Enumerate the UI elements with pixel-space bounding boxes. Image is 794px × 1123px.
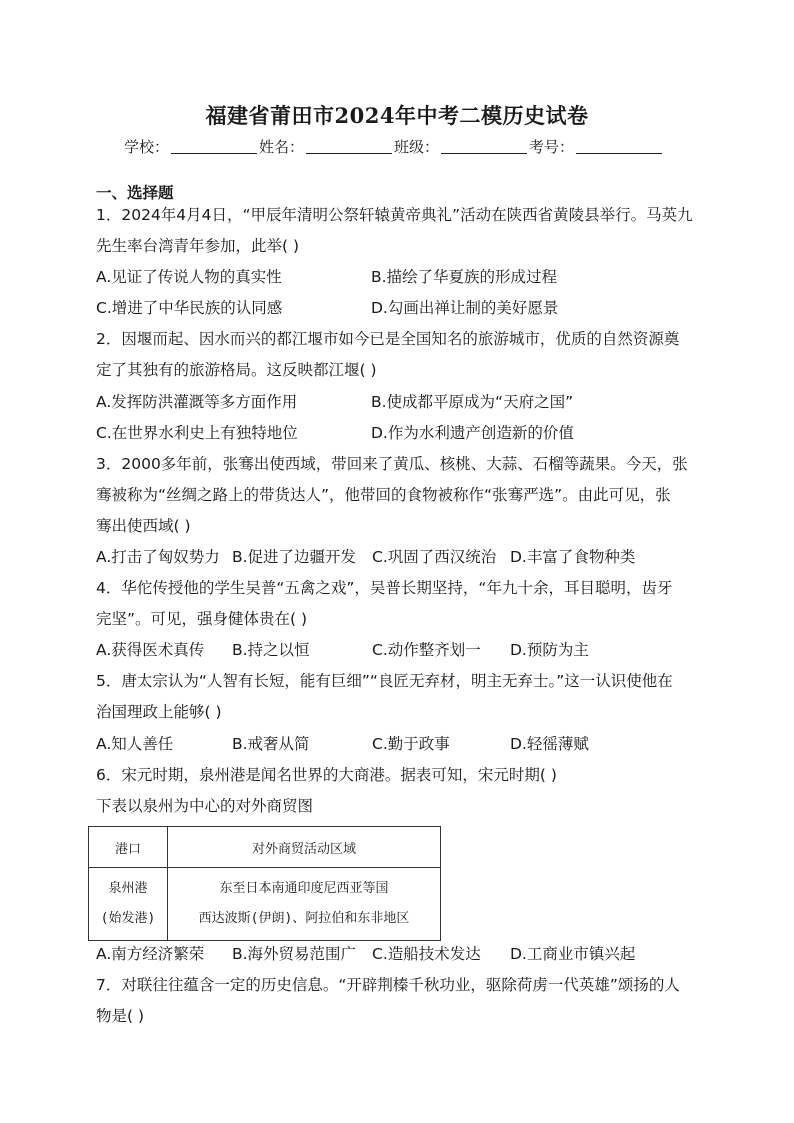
question-6-option-c[interactable]: C.造船技术发达	[372, 945, 481, 963]
question-5-option-a[interactable]: A.知人善任	[96, 735, 174, 753]
question-3-line-3: 骞出使西域( )	[96, 517, 191, 535]
question-6-table-caption: 下表以泉州为中心的对外商贸图	[96, 797, 314, 815]
question-3-line-1: 3．2000多年前，张骞出使西域，带回来了黄瓜、核桃、大蒜、石榴等蔬果。今天，张	[96, 455, 688, 473]
question-4-line-1: 4．华佗传授他的学生吴普“五禽之戏”，吴普长期坚持，“年九十余，耳目聪明，齿牙	[96, 579, 673, 597]
student-info-row	[124, 136, 664, 157]
region-west: 西达波斯(伊朗)、阿拉伯和东非地区	[198, 911, 410, 926]
question-5-option-c[interactable]: C.勤于政事	[372, 735, 450, 753]
question-3-option-a[interactable]: A.打击了匈奴势力	[96, 548, 220, 566]
question-2-option-c[interactable]: C.在世界水利史上有独特地位	[96, 424, 298, 442]
question-4-line-2: 完坚”。可见，强身健体贵在( )	[96, 610, 308, 628]
question-4-option-d[interactable]: D.预防为主	[510, 641, 589, 659]
question-3-line-2: 骞被称为“丝绸之路上的带货达人”，他带回的食物被称作“张骞严选”。由此可见，张	[96, 486, 671, 504]
name-blank[interactable]	[306, 152, 392, 154]
question-7-line-1: 7．对联往往蕴含一定的历史信息。“开辟荆榛千秋功业，驱除荷虏一代英雄”颂扬的人	[96, 976, 680, 994]
question-2-line-1: 2．因堰而起、因水而兴的都江堰市如今已是全国知名的旅游城市，优质的自然资源奠	[96, 330, 680, 348]
name-label: 姓名：	[259, 138, 305, 156]
question-2-option-b[interactable]: B.使成都平原成为“天府之国”	[371, 393, 574, 411]
question-3-option-b[interactable]: B.促进了边疆开发	[232, 548, 357, 566]
question-2-line-2: 定了其独有的旅游格局。这反映都江堰( )	[96, 361, 377, 379]
trade-table-region-cell	[168, 868, 441, 941]
question-3-option-d[interactable]: D.丰富了食物种类	[510, 548, 636, 566]
port-note: (始发港)	[100, 911, 156, 926]
question-1-option-d[interactable]: D.勾画出禅让制的美好愿景	[371, 299, 559, 317]
trade-table	[88, 826, 441, 941]
question-4-option-b[interactable]: B.持之以恒	[232, 641, 310, 659]
question-6-line-1: 6．宋元时期，泉州港是闻名世界的大商港。据表可知，宋元时期( )	[96, 766, 557, 784]
exam-number-label: 考号：	[529, 138, 575, 156]
region-east: 东至日本南通印度尼西亚等国	[219, 881, 389, 896]
question-6-option-d[interactable]: D.工商业市镇兴起	[510, 945, 636, 963]
trade-table-port-cell	[89, 868, 168, 941]
question-5-line-1: 5．唐太宗认为“人智有长短，能有巨细”“良匠无弃材，明主无弃士。”这一认识使他在	[96, 672, 673, 690]
port-name: 泉州港	[108, 881, 148, 896]
question-3-option-c[interactable]: C.巩固了西汉统治	[372, 548, 497, 566]
class-label: 班级：	[394, 138, 440, 156]
trade-table-row	[89, 868, 441, 941]
question-5-option-d[interactable]: D.轻徭薄赋	[510, 735, 589, 753]
class-blank[interactable]	[441, 152, 527, 154]
question-4-option-a[interactable]: A.获得医术真传	[96, 641, 205, 659]
question-1-option-b[interactable]: B.描绘了华夏族的形成过程	[371, 268, 558, 286]
question-6-option-b[interactable]: B.海外贸易范围广	[232, 945, 357, 963]
question-1-option-c[interactable]: C.增进了中华民族的认同感	[96, 299, 283, 317]
section-title: 一、选择题	[96, 184, 174, 202]
question-1-line-1: 1．2024年4月4日，“甲辰年清明公祭轩辕黄帝典礼”活动在陕西省黄陵县举行。马英九	[96, 206, 693, 224]
school-blank[interactable]	[171, 152, 257, 154]
question-5-option-b[interactable]: B.戒奢从简	[232, 735, 310, 753]
question-7-line-2: 物是( )	[96, 1007, 145, 1025]
question-2-option-d[interactable]: D.作为水利遗产创造新的价值	[371, 424, 574, 442]
trade-table-header-region: 对外商贸活动区域	[168, 827, 441, 868]
question-5-line-2: 治国理政上能够( )	[96, 703, 222, 721]
question-4-option-c[interactable]: C.动作整齐划一	[372, 641, 481, 659]
exam-number-blank[interactable]	[576, 152, 662, 154]
trade-table-header-row	[89, 827, 441, 868]
exam-title: 福建省莆田市2024年中考二模历史试卷	[205, 103, 589, 128]
question-1-option-a[interactable]: A.见证了传说人物的真实性	[96, 268, 282, 286]
school-label: 学校：	[124, 138, 170, 156]
question-2-option-a[interactable]: A.发挥防洪灌溉等多方面作用	[96, 393, 298, 411]
question-6-option-a[interactable]: A.南方经济繁荣	[96, 945, 205, 963]
trade-table-header-port: 港口	[89, 827, 168, 868]
question-1-line-2: 先生率台湾青年参加，此举( )	[96, 237, 300, 255]
